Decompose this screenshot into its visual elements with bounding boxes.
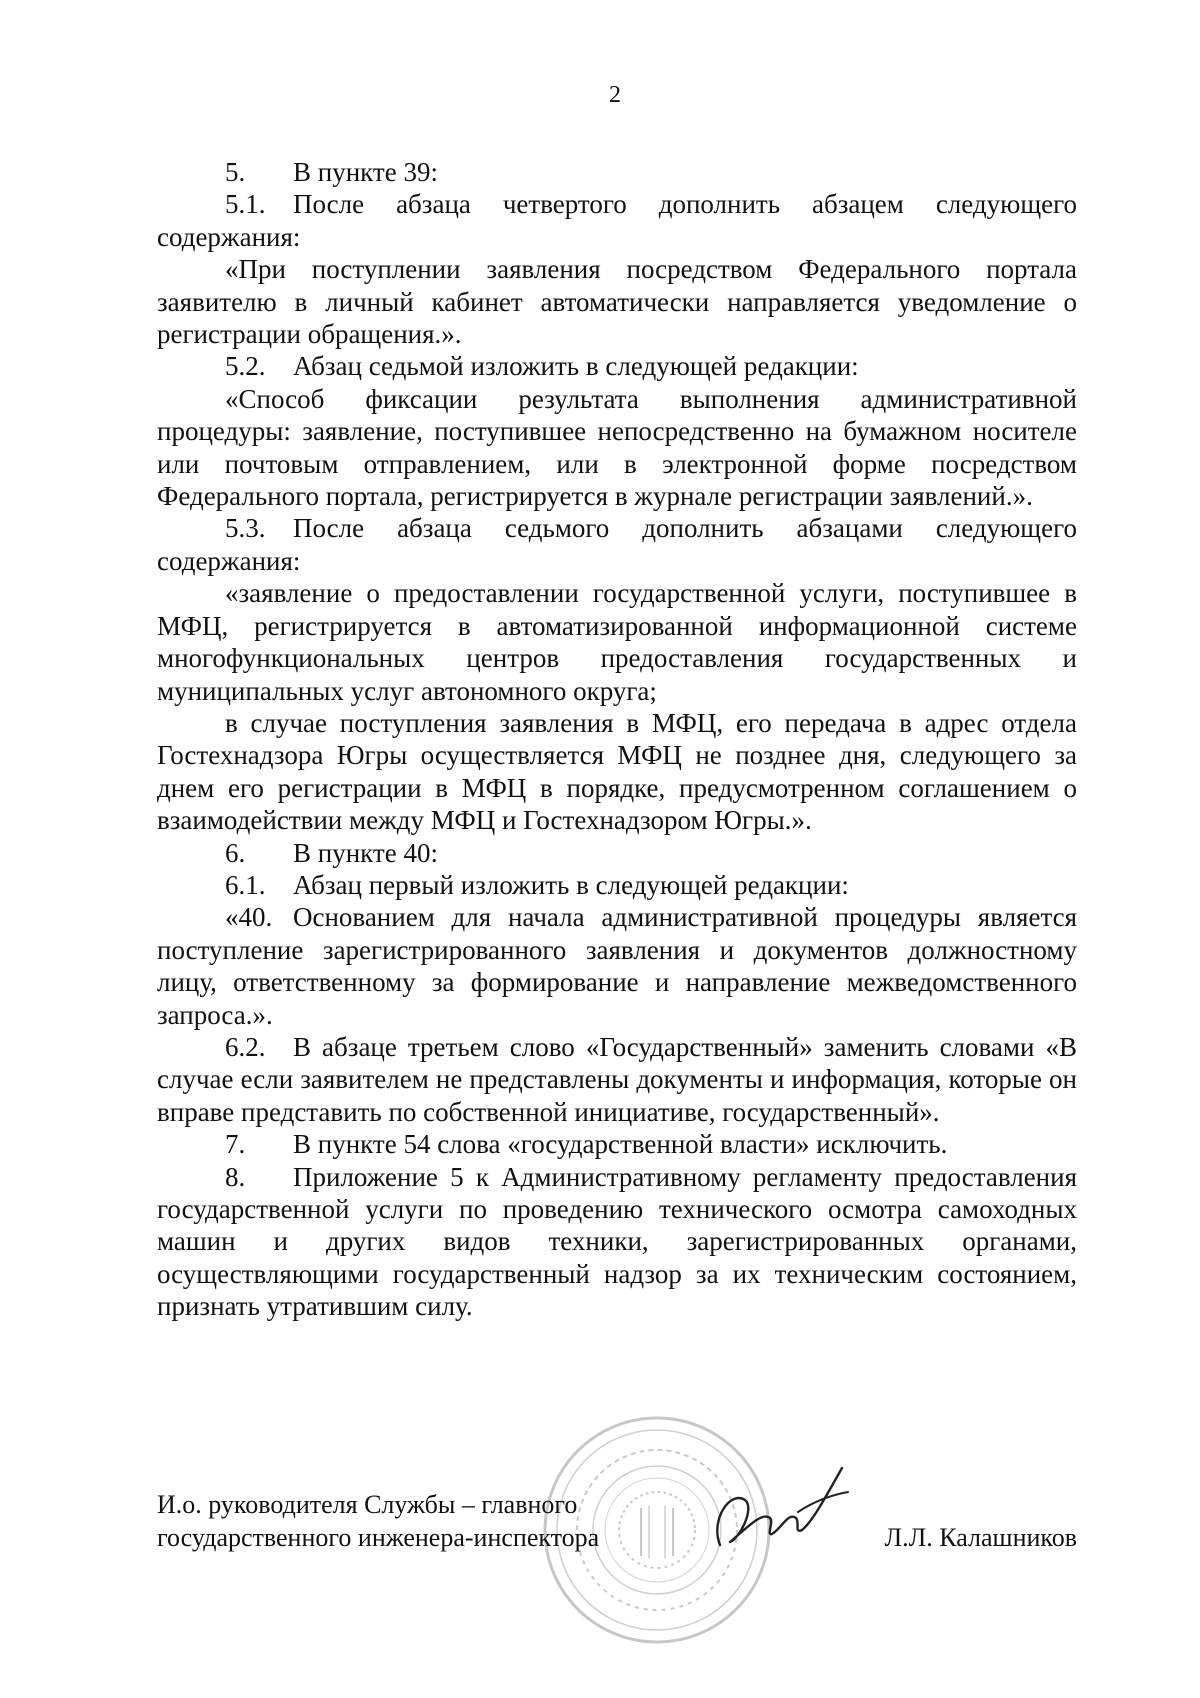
document-body	[157, 156, 1077, 1323]
item-number: 8.	[225, 1161, 246, 1192]
paragraph-text: В пункте 40:	[293, 837, 438, 868]
signatory-name: Л.Л. Калашников	[884, 1523, 1077, 1552]
paragraph	[157, 1031, 1077, 1128]
paragraph-text: После абзаца седьмого дополнить абзацами следующего содержания:	[157, 513, 1077, 576]
paragraph	[157, 837, 1077, 869]
signatory-position-line2: государственного инженера-инспектора	[157, 1523, 600, 1552]
paragraph	[157, 707, 1077, 837]
signatory-position-line1: И.о. руководителя Службы – главного	[157, 1490, 578, 1519]
item-number: 7.	[225, 1129, 246, 1160]
paragraph-text: в случае поступления заявления в МФЦ, его передача в адрес отдела Гостехнадзора Югры осуществляется МФЦ не позднее дня, следующего за днем его регистрации в МФЦ в порядке, предусмотренном соглашением о взаимодействии между МФЦ и Гостехнадзором Югры.».	[157, 707, 1077, 836]
item-number: 6.2.	[225, 1031, 266, 1062]
paragraph	[157, 1128, 1077, 1160]
paragraph-text: Основанием для начала административной процедуры является поступление зарегистрированного заявления и документов должностному лицу, ответственному за формирование и направление межведомственного запроса.».	[157, 902, 1077, 1030]
paragraph-text: «заявление о предоставлении государственной услуги, поступившее в МФЦ, регистрируется в автоматизированной информационной системе многофункциональных центров предоставления государственных и муниципальных услуг автономного округа;	[157, 578, 1077, 706]
paragraph-text: Абзац первый изложить в следующей редакции:	[293, 869, 849, 900]
item-number: 6.	[225, 837, 246, 868]
item-number: 6.1.	[225, 869, 266, 900]
paragraph	[157, 901, 1077, 1031]
paragraph-text: После абзаца четвертого дополнить абзацем следующего содержания:	[157, 189, 1077, 252]
paragraph	[157, 512, 1077, 577]
item-number: «40.	[225, 902, 273, 933]
paragraph-text: «При поступлении заявления посредством Федерального портала заявителю в личный кабинет автоматически направляется уведомление о регистрации обращения.».	[157, 254, 1077, 350]
paragraph-text: Приложение 5 к Административному регламенту предоставления государственной услуги по проведению технического осмотра самоходных машин и других видов техники, зарегистрированных органами, осуществляющими государственный надзор за их техническим состоянием, признать утратившим силу.	[157, 1161, 1077, 1322]
item-number: 5.1.	[225, 189, 266, 220]
paragraph-text: Абзац седьмой изложить в следующей редакции:	[293, 351, 859, 382]
signature-block	[157, 1488, 1077, 1554]
paragraph	[157, 253, 1077, 350]
paragraph-text: «Способ фиксации результата выполнения административной процедуры: заявление, поступившее непосредственно на бумажном носителе или почтовым отправлением, или в электронной форме посредством Федерального портала, регистрируется в журнале регистрации заявлений.».	[157, 383, 1077, 512]
paragraph	[157, 383, 1077, 513]
item-number: 5.3.	[225, 513, 266, 544]
item-number: 5.2.	[225, 351, 266, 382]
paragraph	[157, 188, 1077, 253]
page-number: 2	[609, 82, 621, 108]
paragraph	[157, 156, 1077, 188]
paragraph-text: В пункте 54 слова «государственной власти» исключить.	[293, 1129, 948, 1160]
paragraph	[157, 350, 1077, 382]
paragraph-text: В абзаце третьем слово «Государственный» заменить словами «В случае если заявителем не представлены документы и информация, которые он вправе представить по собственной инициативе, государственный».	[157, 1031, 1077, 1127]
paragraph	[157, 869, 1077, 901]
paragraph	[157, 1161, 1077, 1323]
paragraph	[157, 577, 1077, 707]
item-number: 5.	[225, 157, 246, 187]
paragraph-text: В пункте 39:	[293, 157, 438, 187]
